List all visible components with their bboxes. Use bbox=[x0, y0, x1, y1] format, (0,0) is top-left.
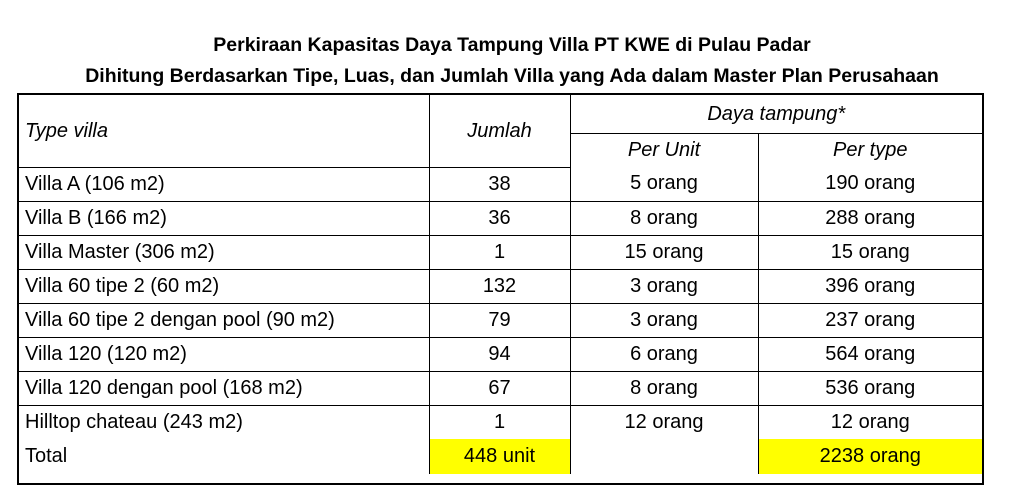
total-jumlah: 448 unit bbox=[429, 439, 570, 474]
cell-per-type: 564 orang bbox=[758, 337, 982, 371]
header-jumlah: Jumlah bbox=[429, 95, 570, 167]
cell-per-type: 396 orang bbox=[758, 269, 982, 303]
title-line-1: Perkiraan Kapasitas Daya Tampung Villa PT KWE di Pulau Padar bbox=[213, 34, 811, 56]
cell-per-unit: 5 orang bbox=[570, 167, 758, 201]
cell-per-unit: 3 orang bbox=[570, 303, 758, 337]
cell-jumlah: 67 bbox=[429, 371, 570, 405]
cell-jumlah: 132 bbox=[429, 269, 570, 303]
cell-type: Villa B (166 m2) bbox=[19, 201, 429, 235]
table-row bbox=[19, 303, 982, 337]
header-type-villa: Type villa bbox=[19, 95, 429, 167]
capacity-table-frame bbox=[17, 93, 984, 485]
cell-jumlah: 1 bbox=[429, 235, 570, 269]
header-daya-tampung: Daya tampung* bbox=[570, 95, 982, 134]
cell-per-unit: 8 orang bbox=[570, 371, 758, 405]
cell-per-type: 190 orang bbox=[758, 167, 982, 201]
header-per-unit: Per Unit bbox=[570, 134, 758, 168]
title-line-2: Dihitung Berdasarkan Tipe, Luas, dan Jumlah Villa yang Ada dalam Master Plan Perusahaan bbox=[85, 65, 939, 87]
cell-type: Villa 60 tipe 2 dengan pool (90 m2) bbox=[19, 303, 429, 337]
cell-per-type: 15 orang bbox=[758, 235, 982, 269]
cell-jumlah: 36 bbox=[429, 201, 570, 235]
total-label: Total bbox=[19, 439, 429, 474]
header-row-1 bbox=[19, 95, 982, 134]
cell-type: Villa 60 tipe 2 (60 m2) bbox=[19, 269, 429, 303]
cell-type: Villa A (106 m2) bbox=[19, 167, 429, 201]
cell-per-unit: 15 orang bbox=[570, 235, 758, 269]
total-per-unit bbox=[570, 439, 758, 474]
cell-per-type: 288 orang bbox=[758, 201, 982, 235]
table-row bbox=[19, 337, 982, 371]
cell-type: Villa 120 (120 m2) bbox=[19, 337, 429, 371]
table-row bbox=[19, 235, 982, 269]
header-per-type: Per type bbox=[758, 134, 982, 168]
cell-type: Villa 120 dengan pool (168 m2) bbox=[19, 371, 429, 405]
table-row bbox=[19, 201, 982, 235]
cell-per-unit: 8 orang bbox=[570, 201, 758, 235]
cell-per-type: 12 orang bbox=[758, 405, 982, 439]
cell-per-type: 237 orang bbox=[758, 303, 982, 337]
cell-per-type: 536 orang bbox=[758, 371, 982, 405]
cell-per-unit: 3 orang bbox=[570, 269, 758, 303]
table-row bbox=[19, 167, 982, 201]
table-row bbox=[19, 269, 982, 303]
cell-type: Hilltop chateau (243 m2) bbox=[19, 405, 429, 439]
cell-jumlah: 1 bbox=[429, 405, 570, 439]
capacity-table bbox=[19, 95, 982, 474]
cell-type: Villa Master (306 m2) bbox=[19, 235, 429, 269]
table-row bbox=[19, 405, 982, 439]
cell-per-unit: 6 orang bbox=[570, 337, 758, 371]
cell-jumlah: 38 bbox=[429, 167, 570, 201]
total-row bbox=[19, 439, 982, 474]
cell-jumlah: 94 bbox=[429, 337, 570, 371]
cell-jumlah: 79 bbox=[429, 303, 570, 337]
cell-per-unit: 12 orang bbox=[570, 405, 758, 439]
table-row bbox=[19, 371, 982, 405]
total-per-type: 2238 orang bbox=[758, 439, 982, 474]
